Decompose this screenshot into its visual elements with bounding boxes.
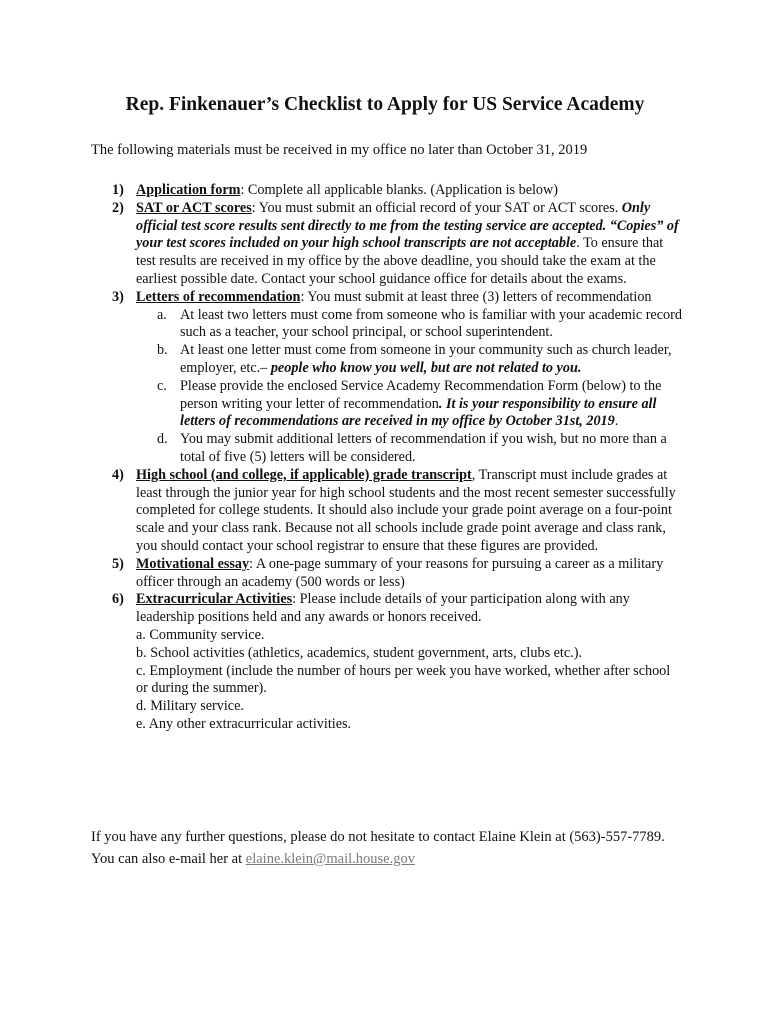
checklist-item-letters — [104, 289, 684, 467]
sublist-text: At least one letter must come from someone in your community such as church leader, employer, etc.– — [180, 342, 672, 376]
item-emphasis: Only official test score results sent directly to me from the testing service are accepted. “Copies” of your test scores included on your high school transcripts are not acceptable — [136, 199, 679, 252]
sublist-emphasis: people who know you well, but are not related to you. — [270, 359, 582, 376]
sublist-item — [136, 307, 684, 343]
sublist-letter: c. — [157, 377, 167, 394]
checklist-item-transcript — [104, 467, 684, 556]
item-text: : Please include details of your participation along with any leadership positions held and any awards or honors received. — [136, 591, 630, 626]
closing-paragraph — [91, 826, 681, 870]
item-heading: Letters of recommendation — [136, 288, 301, 305]
email-link[interactable]: elaine.klein@mail.house.gov — [245, 851, 415, 867]
sublist-letter: a. — [157, 306, 167, 323]
checklist-item-extracurricular — [104, 591, 684, 733]
sublist-tail: . — [614, 413, 619, 430]
item-text: : A one-page summary of your reasons for pursuing a career as a military officer through an academy (500 words or less) — [136, 555, 664, 590]
item-heading: SAT or ACT scores — [136, 199, 252, 216]
sublist-text: Please provide the enclosed Service Academy Recommendation Form (below) to the person writing your letter of recommendation — [180, 377, 662, 412]
intro-text: The following materials must be received in my office no later than October 31, 2019 — [91, 142, 588, 158]
sublist-item — [136, 342, 684, 378]
item-number: 6) — [112, 591, 124, 608]
checklist-item-application-form — [104, 182, 684, 200]
item-number: 5) — [112, 555, 124, 572]
sublist-item — [136, 431, 684, 467]
item-text: : You must submit at least three (3) letters of recommendation — [300, 288, 652, 305]
item-number: 1) — [112, 182, 124, 198]
item-number: 4) — [112, 466, 124, 483]
activity-line: b. School activities (athletics, academics, student government, arts, clubs etc.). — [136, 644, 582, 661]
checklist-item-essay — [104, 556, 684, 592]
item-text: : You must submit an official record of your SAT or ACT scores. — [251, 199, 622, 216]
item-text: , Transcript must include grades at least through the junior year for high school students and the most recent semester successfully completed for college students. It should also include your grade point average on a four-point scale and your class rank. Because not all schools include grade point average and class rank, you should contact your school registrar to ensure that these figures are provided. — [136, 466, 676, 554]
letters-sublist — [136, 307, 684, 467]
item-text-continued: . To ensure that test results are received in my office by the above deadline, you should take the exam at the earliest possible date. Contact your school guidance office for details about the exams. — [136, 235, 664, 287]
activity-line: a. Community service. — [136, 626, 265, 643]
item-text: : Complete all applicable blanks. (Application is below) — [240, 182, 559, 198]
activity-line: c. Employment (include the number of hours per week you have worked, whether after school or during the summer). — [136, 662, 671, 697]
sublist-item — [136, 378, 684, 431]
sublist-text: You may submit additional letters of recommendation if you wish, but no more than a total of five (5) letters will be considered. — [180, 431, 667, 465]
sublist-emphasis: . It is your responsibility to ensure all letters of recommendations are received in my office by October 31st, 2019 — [180, 395, 657, 430]
activity-line: d. Military service. — [136, 698, 244, 715]
sublist-letter: d. — [157, 431, 168, 448]
item-heading: Extracurricular Activities — [136, 591, 293, 608]
activity-line: e. Any other extracurricular activities. — [136, 715, 352, 732]
checklist — [104, 182, 684, 734]
checklist-item-test-scores — [104, 200, 684, 289]
item-heading: High school (and college, if applicable) grade transcript — [136, 466, 472, 483]
closing-text: If you have any further questions, please do not hesitate to contact Elaine Klein at (563)-557-7789. You can also e-mail her at — [91, 829, 665, 867]
page-title: Rep. Finkenauer’s Checklist to Apply for US Service Academy — [125, 94, 645, 115]
item-heading: Application form — [136, 182, 241, 198]
item-number: 3) — [112, 288, 124, 305]
item-heading: Motivational essay — [136, 555, 250, 572]
sublist-text: At least two letters must come from someone who is familiar with your academic record such as a teacher, your school principal, or school superintendent. — [180, 306, 682, 341]
sublist-letter: b. — [157, 342, 168, 359]
item-number: 2) — [112, 199, 124, 216]
